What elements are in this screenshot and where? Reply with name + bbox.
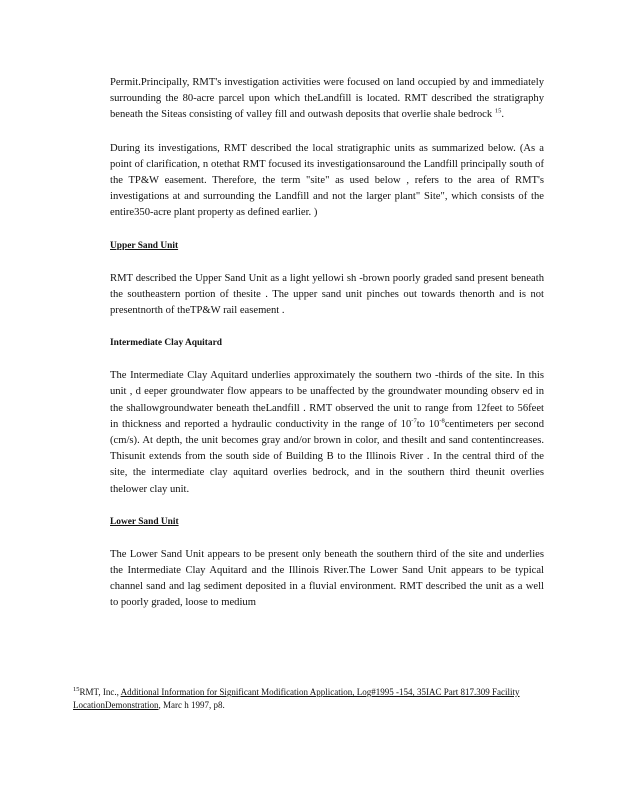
footnote-ref-15: 15: [494, 107, 502, 115]
paragraph-upper-sand: RMT described the Upper Sand Unit as a light yellowi sh -brown poorly graded sand present beneath the southeastern portion of thesite . The upper sand unit pinches out towards thenorth and is not presentnorth of theTP&W rail easement .: [110, 272, 544, 317]
exponent-minus-7: -7: [411, 417, 417, 425]
paragraph-intermediate-clay: [110, 368, 544, 498]
heading-lower-sand-unit: [110, 515, 544, 529]
paragraph-intermediate-clay-text-b: to 10: [416, 418, 440, 430]
footnote-15: [73, 686, 533, 711]
heading-upper-sand-unit-text: Upper Sand Unit: [110, 240, 179, 251]
heading-lower-sand-unit-text: Lower Sand Unit: [110, 516, 179, 527]
heading-intermediate-clay-aquitard: Intermediate Clay Aquitard: [110, 338, 222, 349]
paragraph-lower-sand: The Lower Sand Unit appears to be present only beneath the southern third of the site and underlies the Intermediate Clay Aquitard and the Illinois River.The Lower Sand Unit appears to be typical channel sand and lag sediment deposited in a fluvial environment. RMT described the unit as a well to poorly graded, loose to medium: [110, 548, 544, 609]
paragraph-permit-text: Permit.Principally, RMT's investigation activities were focused on land occupied by and immediately surrounding the 80-acre parcel upon which theLandfill is located. RMT described the stratigraphy beneath the Siteas consisting of valley fill and outwash deposits that overlie shale bedrock: [110, 77, 544, 121]
footnote-author: RMT, Inc.,: [79, 687, 121, 697]
exponent-minus-8: -8: [439, 417, 445, 425]
footnote-date: , Marc h 1997, p8.: [158, 699, 225, 710]
footnote-title: Additional Information for Significant Modification Application, Log#1995 -154, 35IAC Part 817.309 Facility LocationDemonstration: [73, 687, 520, 710]
document-body: [110, 75, 544, 629]
paragraph-intermediate-clay-text-a: The Intermediate Clay Aquitard underlies approximately the southern two -thirds of the site. In this unit , d eeper groundwater flow appears to be unaffected by the groundwater mounding observ ed in the shallowgroundwater beneath theLandfill . RMT observed the unit to range from 12feet to 56feet in thickness and reported a hydraulic conductivity in the range of 10: [110, 370, 544, 430]
heading-upper-sand-unit: [110, 239, 544, 253]
paragraph-intermediate-clay-text-c: centimeters per second (cm/s). At depth, the unit becomes gray and/or brown in color, and thesilt and sand contentincreases. Thisunit extends from the south side of Building B to the Illinois River . In the central third of the site, the intermediate clay aquitard overlies bedrock, and in the southern third theunit overlies thelower clay unit.: [110, 418, 545, 495]
paragraph-permit-end: .: [501, 109, 504, 121]
paragraph-permit: [110, 75, 544, 124]
footnote-number: 15: [73, 686, 80, 693]
paragraph-investigations: During its investigations, RMT described the local stratigraphic units as summarized below. (As a point of clarification, n otethat RMT focused its investigationsaround the Landfill principally south of the TP&W easement. Therefore, the term "site" as used below , refers to the area of RMT's investigations at and surrounding the Landfill and not the larger plant" Site", which consists of the entire350-acre plant property as defined earlier. ): [110, 142, 544, 219]
